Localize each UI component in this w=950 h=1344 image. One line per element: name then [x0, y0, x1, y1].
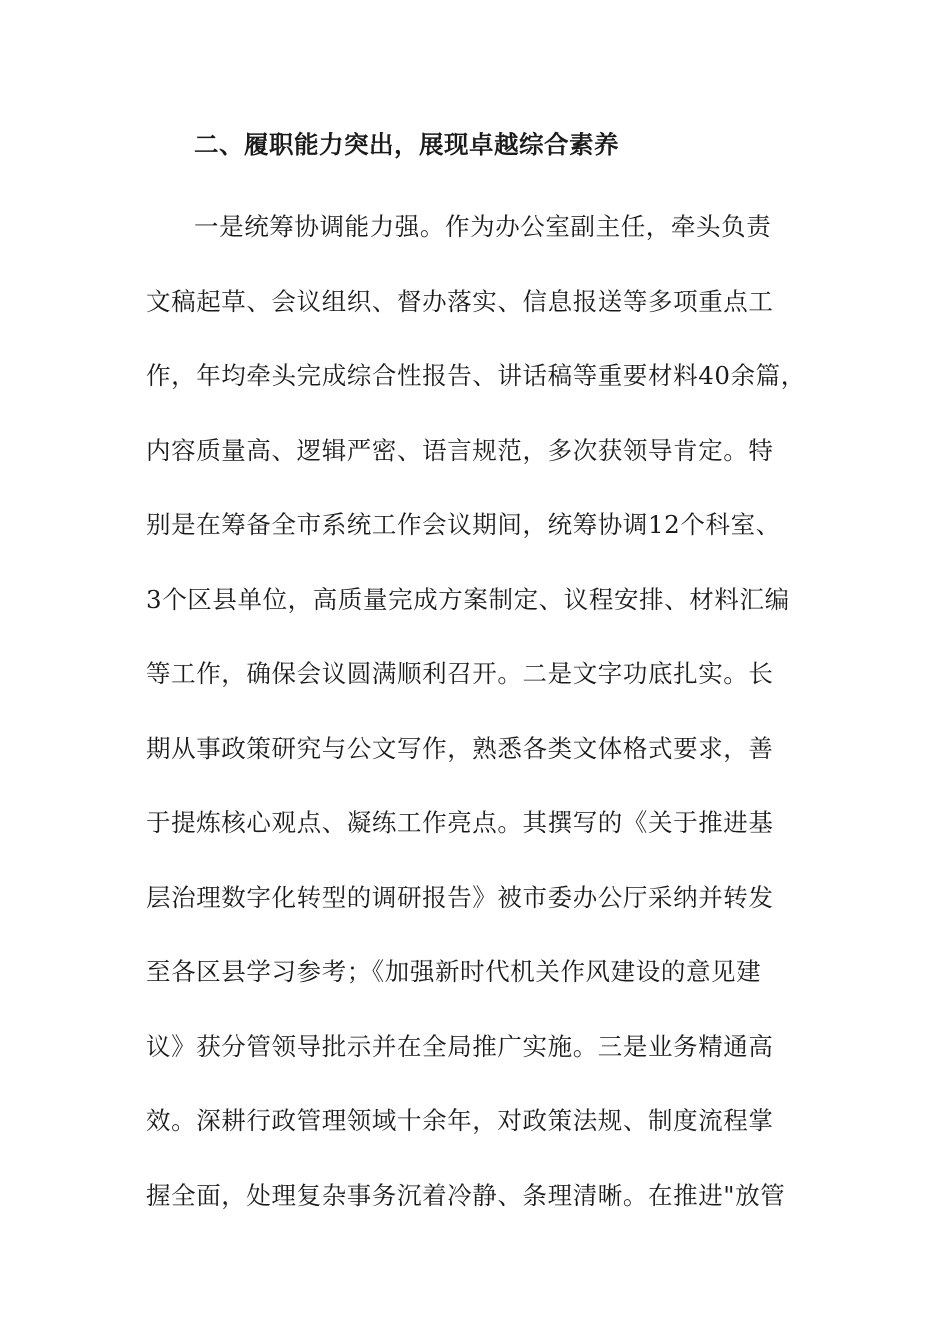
- paragraph-line: 文稿起草、会议组织、督办落实、信息报送等多项重点工: [146, 286, 774, 316]
- body-paragraph: [146, 190, 806, 1233]
- paragraph-line: 一是统筹协调能力强。作为办公室副主任，牵头负责: [194, 212, 772, 241]
- paragraph-line: 3个区县单位，高质量完成方案制定、议程安排、材料汇编: [146, 584, 790, 614]
- paragraph-line: 层治理数字化转型的调研报告》被市委办公厅采纳并转发: [146, 882, 774, 912]
- paragraph-line: 握全面，处理复杂事务沉着冷静、条理清晰。在推进"放管: [146, 1180, 786, 1210]
- section-heading: 二、履职能力突出，展现卓越综合素养: [194, 130, 619, 159]
- paragraph-line: 别是在筹备全市系统工作会议期间，统筹协调12个科室、: [146, 510, 781, 539]
- paragraph-line: 效。深耕行政管理领域十余年，对政策法规、制度流程掌: [146, 1106, 774, 1135]
- paragraph-line: 至各区县学习参考；《加强新时代机关作风建设的意见建: [146, 957, 762, 986]
- paragraph-line: 内容质量高、逻辑严密、语言规范，多次获领导肯定。特: [146, 435, 774, 465]
- paragraph-line: 期从事政策研究与公文写作，熟悉各类文体格式要求，善: [146, 733, 774, 763]
- document-content: [146, 114, 806, 1233]
- paragraph-line: 于提炼核心观点、凝练工作亮点。其撰写的《关于推进基: [146, 808, 774, 837]
- paragraph-line: 作，年均牵头完成综合性报告、讲话稿等重要材料40余篇，: [146, 361, 806, 390]
- paragraph-line: 议》获分管领导批示并在全局推广实施。三是业务精通高: [146, 1031, 774, 1061]
- paragraph-line: 等工作，确保会议圆满顺利召开。二是文字功底扎实。长: [146, 659, 774, 688]
